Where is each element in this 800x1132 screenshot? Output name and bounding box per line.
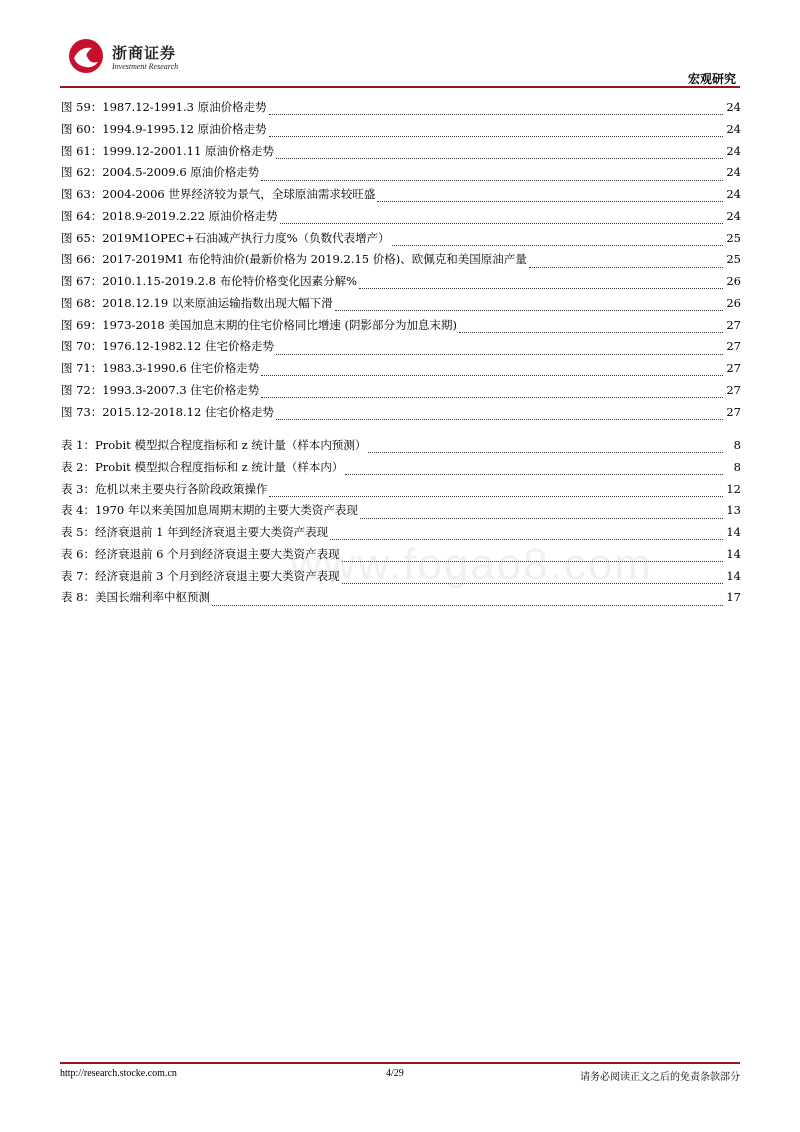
- toc-entry[interactable]: [61, 589, 741, 611]
- toc-entry[interactable]: [61, 317, 741, 339]
- toc-leader-dots: [261, 397, 723, 398]
- toc-entry-label: 图 69：1973-2018 美国加息末期的住宅价格同比增速 (阴影部分为加息末期): [61, 317, 457, 332]
- toc-entry[interactable]: [61, 273, 741, 295]
- toc-leader-dots: [276, 419, 723, 420]
- toc-leader-dots: [269, 114, 723, 115]
- toc-entry-label: 图 67：2010.1.15-2019.2.8 布伦特价格变化因素分解%: [61, 274, 357, 288]
- toc-entry-label: 表 6：经济衰退前 6 个月到经济衰退主要大类资产表现: [61, 546, 340, 561]
- toc-entry-page: 27: [726, 317, 741, 332]
- toc-entry[interactable]: [61, 251, 741, 273]
- toc-entry[interactable]: [61, 164, 741, 186]
- toc-entry-label: 图 68：2018.12.19 以来原油运输指数出现大幅下滑: [61, 295, 333, 310]
- toc-entry[interactable]: [61, 360, 741, 382]
- toc-entry-label: 表 7：经济衰退前 3 个月到经济衰退主要大类资产表现: [61, 568, 340, 583]
- toc-entry[interactable]: [61, 143, 741, 165]
- toc-leader-dots: [368, 452, 723, 453]
- watermark: www.fogao8.com: [290, 540, 654, 589]
- page-number: 4/29: [386, 1068, 404, 1079]
- toc-entry-page: 17: [726, 590, 741, 605]
- toc-entry-page: 24: [726, 100, 741, 114]
- toc-leader-dots: [345, 474, 723, 475]
- toc-leader-dots: [377, 201, 723, 202]
- toc-entry[interactable]: [61, 481, 741, 503]
- toc-entry-page: 24: [726, 143, 741, 158]
- toc-entry-label: 图 59：1987.12-1991.3 原油价格走势: [61, 100, 267, 114]
- toc-entry[interactable]: [61, 338, 741, 360]
- toc-entry-page: 12: [726, 481, 741, 496]
- toc-entry-page: 24: [726, 121, 741, 136]
- toc-entry[interactable]: [61, 295, 741, 317]
- toc-entry-page: 26: [726, 295, 741, 310]
- header-divider: [60, 86, 740, 88]
- toc-entry-page: 26: [726, 274, 741, 288]
- toc-entry-label: 图 64：2018.9-2019.2.22 原油价格走势: [61, 208, 278, 223]
- toc-entry-page: 24: [726, 208, 741, 223]
- toc-entry-page: 14: [726, 568, 741, 583]
- toc-entry-page: 24: [726, 165, 741, 180]
- figures-toc: [61, 99, 741, 425]
- toc-entry[interactable]: [61, 502, 741, 524]
- toc-entry-page: 13: [726, 503, 741, 518]
- toc-entry-page: 27: [726, 382, 741, 397]
- toc-entry[interactable]: [61, 230, 741, 252]
- toc-leader-dots: [261, 375, 723, 376]
- toc-entry-label: 图 62：2004.5-2009.6 原油价格走势: [61, 165, 260, 180]
- toc-leader-dots: [276, 158, 723, 159]
- toc-leader-dots: [280, 223, 723, 224]
- footer-divider: [60, 1062, 740, 1064]
- toc-entry-page: 27: [726, 404, 741, 419]
- toc-leader-dots: [269, 136, 723, 137]
- toc-entry-label: 图 72：1993.3-2007.3 住宅价格走势: [61, 382, 260, 397]
- brand-subtitle: Investment Research: [112, 62, 179, 71]
- toc-entry-label: 表 2：Probit 模型拟合程度指标和 z 统计量（样本内）: [61, 459, 344, 474]
- toc-entry-page: 14: [726, 546, 741, 561]
- toc-entry[interactable]: [61, 208, 741, 230]
- toc-entry-page: 8: [733, 438, 741, 452]
- toc-entry[interactable]: [61, 186, 741, 208]
- toc-entry-label: 表 4：1970 年以来美国加息周期末期的主要大类资产表现: [61, 503, 358, 518]
- zheshang-logo-icon: [66, 36, 110, 76]
- toc-entry-label: 图 70：1976.12-1982.12 住宅价格走势: [61, 339, 274, 354]
- toc-entry-label: 表 8：美国长端利率中枢预测: [61, 590, 210, 605]
- toc-entry[interactable]: [61, 121, 741, 143]
- toc-entry-page: 14: [726, 525, 741, 539]
- toc-leader-dots: [360, 518, 723, 519]
- toc-entry-label: 图 66：2017-2019M1 布伦特油价(最新价格为 2019.2.15 价格)、欧佩克和美国原油产量: [61, 252, 527, 267]
- toc-leader-dots: [261, 180, 723, 181]
- toc-leader-dots: [269, 496, 723, 497]
- toc-entry[interactable]: [61, 382, 741, 404]
- footer-disclaimer: 请务必阅读正文之后的免责条款部分: [580, 1072, 740, 1083]
- toc-entry-label: 图 63：2004-2006 世界经济较为景气，全球原油需求较旺盛: [61, 187, 376, 201]
- brand-name: 浙商证券: [112, 44, 177, 62]
- toc-entry[interactable]: [61, 99, 741, 121]
- toc-entry-label: 表 1：Probit 模型拟合程度指标和 z 统计量（样本内预测）: [61, 438, 367, 452]
- toc-entry-label: 图 60：1994.9-1995.12 原油价格走势: [61, 121, 267, 136]
- toc-entry-label: 图 71：1983.3-1990.6 住宅价格走势: [61, 361, 260, 375]
- toc-entry-page: 25: [726, 252, 741, 267]
- toc-entry-page: 27: [726, 361, 741, 375]
- toc-leader-dots: [359, 288, 723, 289]
- section-title: 宏观研究: [687, 72, 736, 86]
- toc-entry-label: 表 3：危机以来主要央行各阶段政策操作: [61, 481, 268, 496]
- page-header: [0, 0, 800, 90]
- toc-entry-page: 25: [726, 230, 741, 245]
- toc-entry-page: 8: [733, 459, 741, 474]
- toc-leader-dots: [392, 245, 723, 246]
- toc-leader-dots: [335, 310, 723, 311]
- toc-entry-label: 图 65：2019M1OPEC+石油减产执行力度%（负数代表增产）: [61, 230, 390, 245]
- toc-leader-dots: [529, 267, 723, 268]
- toc-entry-page: 27: [726, 339, 741, 354]
- toc-leader-dots: [276, 354, 723, 355]
- toc-entry[interactable]: [61, 459, 741, 481]
- toc-entry-label: 图 61：1999.12-2001.11 原油价格走势: [61, 143, 274, 158]
- toc-entry-page: 24: [726, 187, 741, 201]
- toc-entry-label: 表 5：经济衰退前 1 年到经济衰退主要大类资产表现: [61, 525, 329, 539]
- toc-leader-dots: [459, 332, 723, 333]
- footer-url-link[interactable]: http://research.stocke.com.cn: [60, 1068, 177, 1079]
- toc-entry[interactable]: [61, 437, 741, 459]
- toc-entry-label: 图 73：2015.12-2018.12 住宅价格走势: [61, 404, 274, 419]
- toc-entry[interactable]: [61, 404, 741, 426]
- toc-leader-dots: [212, 605, 723, 606]
